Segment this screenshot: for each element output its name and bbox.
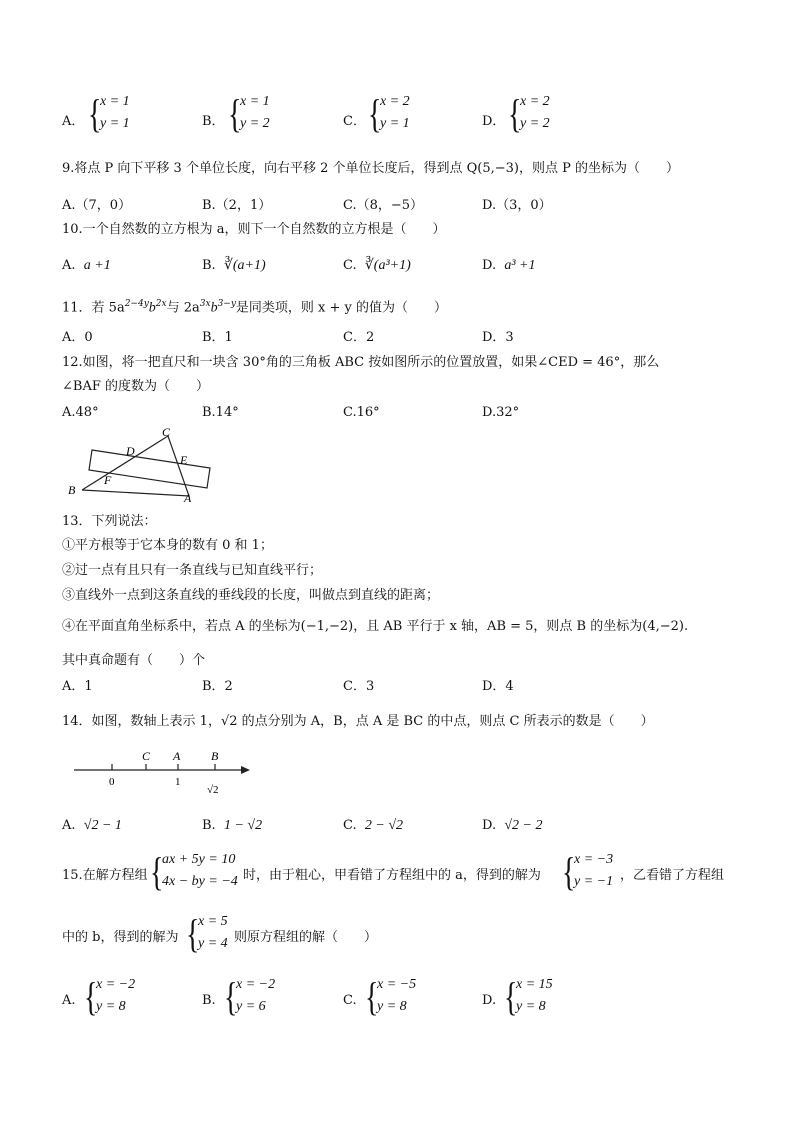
label-b: B	[211, 749, 219, 763]
q15-option-c-label: C.	[343, 993, 357, 1008]
q11-option-a: A．0	[62, 330, 93, 345]
label-b: B	[68, 483, 76, 497]
q10-option-c: C. ∛(a³+1)	[343, 258, 411, 273]
q8-option-a-label: A．	[62, 114, 85, 129]
q14-option-a: A. √2 − 1	[62, 818, 122, 833]
q8-option-c-eq1: x = 2	[380, 94, 410, 109]
q15-option-a-label: A.	[62, 993, 76, 1008]
q14-number-line	[70, 746, 260, 798]
q11-stem: 11．若 $5a^{2-4y}b^{2x}$与 $2a^{3x}b^{3-y}$是同类项，则 x + y 的值为（ ）	[62, 299, 448, 316]
q8-option-b-eq1: x = 1	[240, 94, 270, 109]
q15-stem-e: 则原方程组的解（ ）	[234, 930, 378, 945]
label-a: A	[184, 491, 192, 504]
q14-stem: 14．如图，数轴上表示 1，√2 的点分别为 A，B，点 A 是 BC 的中点，则点 C 所表示的数是（ ）	[62, 714, 654, 729]
q15-system-eq2: 4x − by = −4	[162, 874, 238, 889]
label-c: C	[142, 749, 151, 763]
q8-option-a-eq1: x = 1	[100, 94, 130, 109]
label-sqrt2: √2	[207, 784, 219, 796]
q14-option-d: D. √2 − 2	[482, 818, 543, 833]
q13-option-a: A．1	[62, 679, 93, 694]
q12-figure	[62, 422, 222, 504]
q12-option-a: A.48°	[62, 405, 99, 420]
q15-option-d-label: D.	[482, 993, 497, 1008]
q12-stem-line1: 12.如图，将一把直尺和一块含 30°角的三角板 ABC 按如图所示的位置放置，如果∠CED = 46°，那么	[62, 355, 660, 370]
q8-option-d-eq2: y = 2	[520, 116, 550, 131]
q8-option-d-label: D．	[482, 114, 506, 129]
q12-stem-line2: ∠BAF 的度数为（ ）	[62, 379, 209, 394]
q15-system-eq1: ax + 5y = 10	[162, 852, 236, 867]
q13-option-c: C．3	[343, 679, 375, 694]
label-one: 1	[175, 776, 181, 788]
q15-option-c-eq2: y = 8	[377, 999, 407, 1014]
q9-stem: 9.将点 P 向下平移 3 个单位长度，向右平移 2 个单位长度后，得到点 Q(5,−3)，则点 P 的坐标为（ ）	[62, 161, 679, 176]
q13-item-1: ①平方根等于它本身的数有 0 和 1；	[62, 538, 273, 553]
label-zero: 0	[109, 776, 115, 788]
arrow-icon	[241, 766, 250, 774]
q12-option-d: D.32°	[482, 405, 520, 420]
q15-option-d-eq1: x = 15	[516, 977, 553, 992]
q12-option-c: C.16°	[343, 405, 380, 420]
q14-option-c: C. 2 − √2	[343, 818, 404, 833]
q13-question: 其中真命题有（ ）个	[62, 653, 206, 668]
q9-option-c: C.（8，−5）	[343, 198, 424, 213]
label-e: E	[180, 453, 188, 467]
q10-option-d: D. a³ +1	[482, 258, 536, 273]
label-d: D	[126, 444, 135, 458]
q15-stem-b: 时，由于粗心，甲看错了方程组中的 a，得到的解为	[243, 868, 541, 883]
q10-stem: 10.一个自然数的立方根为 a，则下一个自然数的立方根是（ ）	[62, 222, 446, 237]
q10-option-a: A. a +1	[62, 258, 111, 273]
q15-solution-yi-eq2: y = 4	[198, 936, 228, 951]
q13-item-4: ④在平面直角坐标系中，若点 A 的坐标为(−1,−2)，且 AB 平行于 x 轴，AB = 5，则点 B 的坐标为(4,−2).	[62, 619, 689, 634]
q10-option-b: B. ∛(a+1)	[202, 258, 266, 273]
q13-option-d: D．4	[482, 679, 514, 694]
q15-option-c-eq1: x = −5	[377, 977, 417, 992]
q15-option-a-eq1: x = −2	[96, 977, 136, 992]
q15-stem-c: ，乙看错了方程组	[620, 868, 725, 883]
q8-option-c-eq2: y = 1	[380, 116, 410, 131]
q12-option-b: B.14°	[202, 405, 239, 420]
q15-option-b-eq1: x = −2	[236, 977, 276, 992]
q13-item-2: ②过一点有且只有一条直线与已知直线平行；	[62, 563, 323, 578]
q13-item-3: ③直线外一点到这条直线的垂线段的长度，叫做点到直线的距离；	[62, 588, 440, 603]
q11-option-d: D．3	[482, 330, 514, 345]
q15-option-a-eq2: y = 8	[96, 999, 126, 1014]
q9-option-d: D.（3，0）	[482, 198, 552, 213]
q13-option-b: B．2	[202, 679, 233, 694]
label-a: A	[173, 749, 181, 763]
q15-solution-jia-eq2: y = −1	[574, 874, 614, 889]
triangle-abc-shape	[82, 436, 189, 496]
q15-solution-jia-eq1: x = −3	[574, 852, 614, 867]
q15-stem-d: 中的 b，得到的解为	[62, 930, 179, 945]
q14-option-b: B. 1 − √2	[202, 818, 263, 833]
q15-solution-yi-eq1: x = 5	[198, 914, 228, 929]
label-c: C	[162, 425, 171, 439]
q8-option-c-label: C．	[343, 114, 366, 129]
q11-option-c: C．2	[343, 330, 375, 345]
q8-option-a-eq2: y = 1	[100, 116, 130, 131]
q13-stem: 13．下列说法：	[62, 514, 157, 529]
q15-stem-a: 15.在解方程组	[62, 868, 148, 883]
q9-option-a: A.（7，0）	[62, 198, 132, 213]
q8-option-b-label: B．	[202, 114, 225, 129]
q11-option-b: B．1	[202, 330, 233, 345]
q9-option-b: B.（2，1）	[202, 198, 272, 213]
label-f: F	[104, 473, 112, 487]
q15-option-d-eq2: y = 8	[516, 999, 546, 1014]
q8-option-b-eq2: y = 2	[240, 116, 270, 131]
q15-option-b-eq2: y = 6	[236, 999, 266, 1014]
q15-option-b-label: B.	[202, 993, 216, 1008]
q8-option-d-eq1: x = 2	[520, 94, 550, 109]
